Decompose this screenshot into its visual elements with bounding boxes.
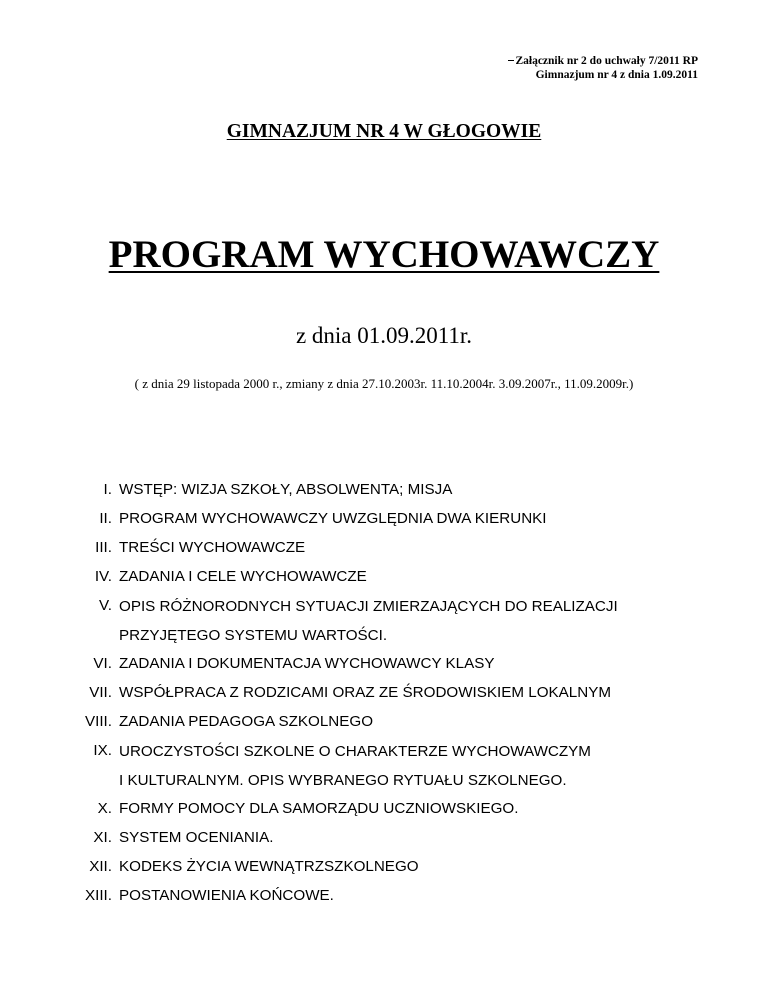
toc-item	[0, 509, 768, 538]
toc-item-line: POSTANOWIENIA KOŃCOWE.	[119, 887, 334, 904]
toc-item-line: PROGRAM WYCHOWAWCZY UWZGLĘDNIA DWA KIERUNKI	[119, 510, 547, 527]
toc-item-number: XIII.	[84, 887, 112, 904]
toc-item-number: VI.	[93, 655, 112, 672]
toc-item-line: ZADANIA PEDAGOGA SZKOLNEGO	[119, 713, 374, 730]
toc-item-number: I.	[103, 481, 112, 498]
toc-item	[0, 799, 768, 828]
toc-item	[0, 886, 768, 915]
toc-item-number: XII.	[89, 858, 112, 875]
toc-item	[0, 683, 768, 712]
toc-item	[0, 654, 768, 683]
toc-item-number: VII.	[89, 684, 112, 701]
annex-line-2: Gimnazjum nr 4 z dnia 1.09.2011	[535, 69, 698, 81]
toc-item-text	[119, 857, 419, 877]
toc-item-text	[119, 828, 273, 848]
toc-item-number: IV.	[94, 568, 112, 585]
toc-item-line: SYSTEM OCENIANIA.	[119, 829, 274, 846]
toc-item	[0, 480, 768, 509]
toc-item	[0, 828, 768, 857]
toc-item-line: WSPÓŁPRACA Z RODZICAMI ORAZ ZE ŚRODOWISKIEM LOKALNYM	[119, 684, 611, 701]
toc-item-number: X.	[97, 800, 112, 817]
date-line: z dnia 01.09.2011r.	[295, 323, 473, 348]
toc-item-text	[119, 509, 547, 529]
dash-mark	[508, 60, 514, 61]
toc-item	[0, 596, 768, 654]
toc-item	[0, 741, 768, 799]
toc-item-line: FORMY POMOCY DLA SAMORZĄDU UCZNIOWSKIEGO.	[119, 800, 519, 817]
annex-note	[508, 54, 698, 82]
toc-item-line: PRZYJĘTEGO SYSTEMU WARTOŚCI.	[119, 627, 388, 644]
toc-item-number: IX.	[93, 742, 112, 759]
toc-item-line: KODEKS ŻYCIA WEWNĄTRZSZKOLNEGO	[119, 858, 419, 875]
toc-item-number: XI.	[93, 829, 112, 846]
toc-item-line: ZADANIA I DOKUMENTACJA WYCHOWAWCY KLASY	[119, 655, 495, 672]
toc-item-text	[119, 886, 334, 906]
toc-item-line: UROCZYSTOŚCI SZKOLNE O CHARAKTERZE WYCHOWAWCZYM	[119, 743, 591, 760]
toc-item-line: TREŚCI WYCHOWAWCZE	[119, 539, 306, 556]
toc-item-text	[119, 654, 495, 674]
toc-item-text	[119, 737, 591, 795]
toc-item-number: II.	[99, 510, 112, 527]
toc-item	[0, 857, 768, 886]
toc-item-text	[119, 538, 305, 558]
toc-item-text	[119, 799, 518, 819]
toc-item-number: VIII.	[84, 713, 112, 730]
toc-item-line: WSTĘP: WIZJA SZKOŁY, ABSOLWENTA; MISJA	[119, 481, 453, 498]
toc-item-number: III.	[95, 539, 112, 556]
toc-item-text	[119, 712, 373, 732]
school-name: GIMNAZJUM NR 4 W GŁOGOWIE	[226, 121, 542, 142]
toc-item	[0, 538, 768, 567]
toc-item-text	[119, 480, 452, 500]
toc-item-text	[119, 683, 611, 703]
toc-item-text	[119, 592, 618, 650]
table-of-contents	[0, 480, 768, 915]
toc-item-line: OPIS RÓŻNORODNYCH SYTUACJI ZMIERZAJĄCYCH DO REALIZACJI	[119, 598, 618, 615]
annex-line-1	[508, 54, 698, 68]
toc-item-number: V.	[99, 597, 112, 614]
document-title: PROGRAM WYCHOWAWCZY	[108, 233, 660, 276]
toc-item-text	[119, 567, 367, 587]
annex-line-1-text: Załącznik nr 2 do uchwały 7/2011 RP	[515, 55, 698, 67]
history-note: ( z dnia 29 listopada 2000 r., zmiany z dnia 27.10.2003r. 11.10.2004r. 3.09.2007r., 11.09.2009r.)	[134, 376, 634, 391]
toc-item-line: ZADANIA I CELE WYCHOWAWCZE	[119, 568, 367, 585]
toc-item-line: I KULTURALNYM. OPIS WYBRANEGO RYTUAŁU SZKOLNEGO.	[119, 772, 567, 789]
